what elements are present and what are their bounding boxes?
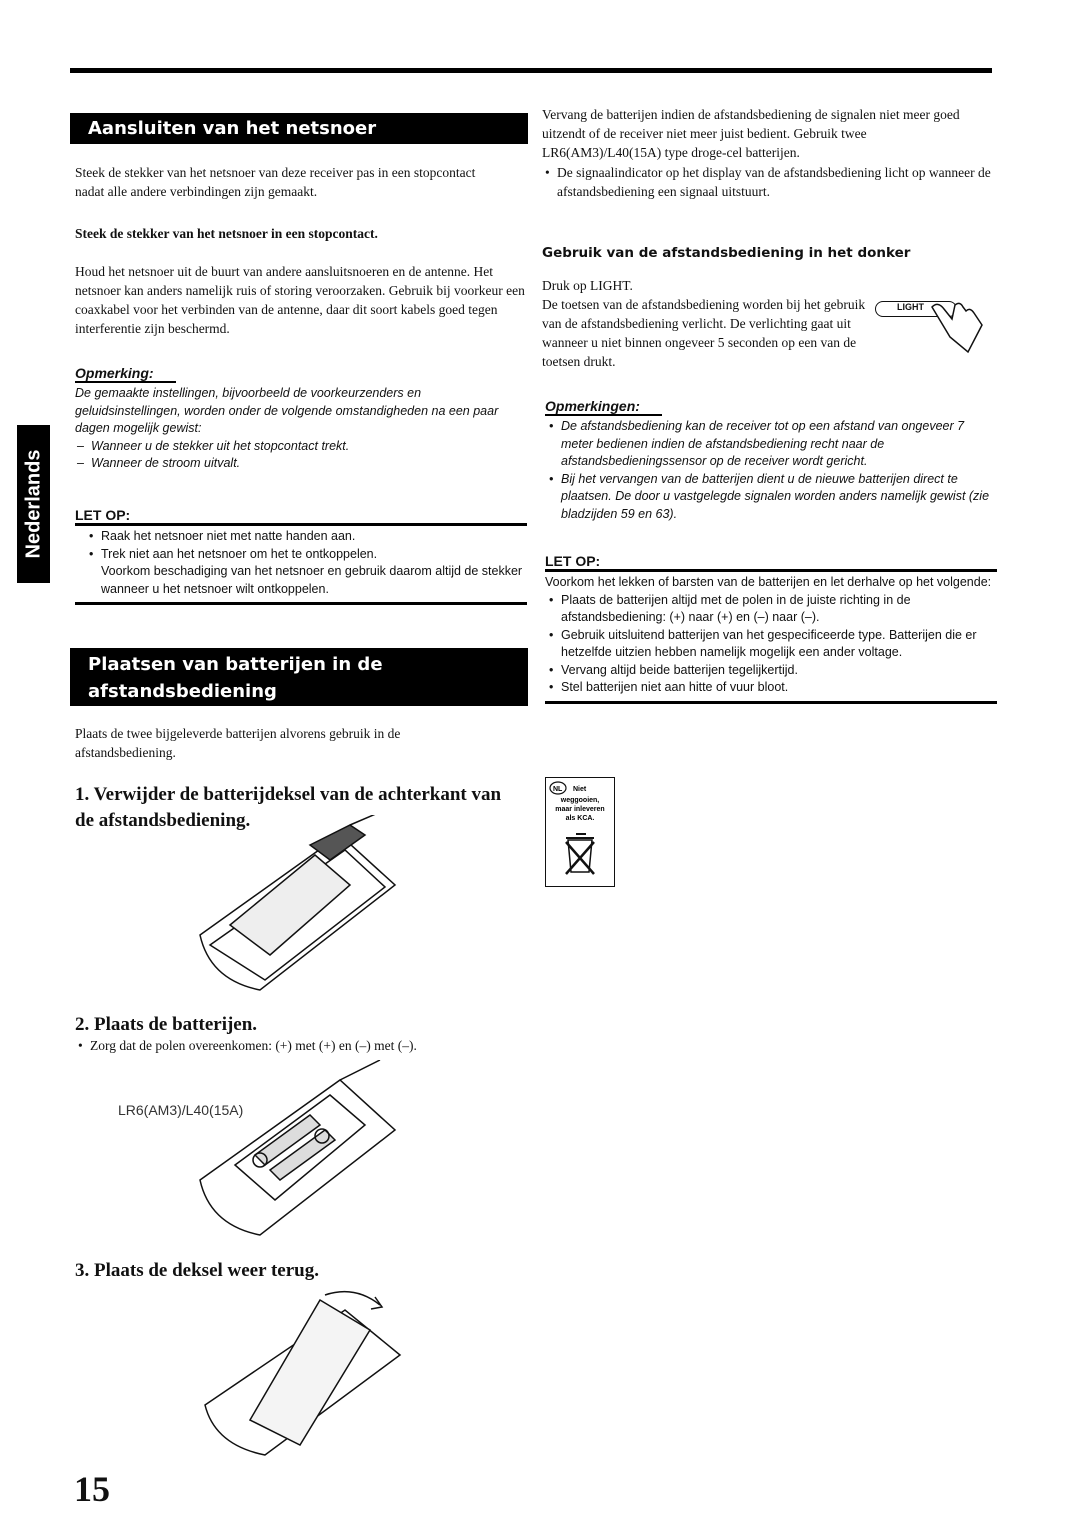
power-body: Houd het netsnoer uit de buurt van andere aansluitsnoeren en de antenne. Het netsnoer kan anders namelijk ruis of storing veroorzaken. Gebruik bij voorkeur een coaxkabel voor het verbinden van de antenne, daar dit soort kabels goed tegen interferentie zijn beschermd. — [75, 264, 525, 336]
svg-text:als KCA.: als KCA. — [565, 815, 595, 822]
caution-title: LET OP: — [545, 553, 997, 572]
light-button-illustration — [875, 297, 985, 357]
section-title-line: afstandsbediening — [88, 681, 277, 702]
top-rule — [70, 68, 992, 73]
section-title-line: Plaatsen van batterijen in de — [88, 654, 383, 675]
step-1: 1. Verwijder de batterijdeksel van de achterkant van de afstandsbediening. — [75, 784, 502, 831]
caution-item: • Plaats de batterijen altijd met de polen in de juiste richting in de afstandsbediening: (+) naar (+) en (–) naar (–). — [561, 592, 997, 627]
caution-end-rule — [545, 701, 997, 704]
step-2-bullet: • Zorg dat de polen overeenkomen: (+) met (+) en (–) met (–). — [90, 1036, 540, 1055]
power-intro: Steek de stekker van het netsnoer van deze receiver pas in een stopcontact nadat alle andere verbindingen zijn gemaakt. — [75, 165, 476, 199]
step-3: 3. Plaats de deksel weer terug. — [75, 1260, 319, 1281]
kca-logo-artwork — [546, 778, 614, 886]
caution-intro: Voorkom het lekken of barsten van de batterijen en let derhalve op het volgende: — [545, 575, 992, 589]
svg-text:Niet: Niet — [573, 786, 587, 793]
language-tab-label: Nederlands — [22, 449, 44, 559]
caution-end-rule — [75, 602, 527, 605]
signal-indicator-note: • De signaalindicator op het display van de afstandsbediening licht op wanneer de afstandsbediening een signaal uitstuurt. — [557, 163, 997, 201]
section-title-power-cord: Aansluiten van het netsnoer — [70, 113, 528, 144]
caution-title: LET OP: — [75, 507, 527, 526]
svg-text:weggooien,: weggooien, — [560, 797, 600, 804]
note-title: Opmerking: — [75, 365, 176, 383]
svg-text:NL: NL — [553, 786, 563, 793]
page-number: 15 — [74, 1469, 110, 1509]
svg-text:maar inleveren: maar inleveren — [555, 806, 605, 813]
remote-cover-removal-illustration — [190, 815, 410, 1005]
dark-use-title: Gebruik van de afstandsbediening in het donker — [542, 245, 911, 261]
note-item: • Bij het vervangen van de batterijen dient u de nieuwe batterijen direct te plaatsen. De door u vastgelegde signalen worden anders namelijk gewist (zie bladzijden 59 en 63). — [561, 471, 990, 524]
cover-replace-illustration — [195, 1285, 415, 1465]
replace-batteries-intro: Vervang de batterijen indien de afstandsbediening de signalen niet meer goed uitzendt of de receiver niet meer juist bedient. Gebruik twee LR6(AM3)/L40(15A) type droge-cel batterijen. — [542, 107, 960, 160]
light-button-label: LIGHT — [897, 302, 924, 312]
remote-notes — [545, 398, 990, 523]
caution-item: • Raak het netsnoer niet met natte handen aan. — [101, 528, 527, 546]
note-item: – Wanneer de stroom uitvalt. — [91, 455, 525, 473]
caution-item: • Vervang altijd beide batterijen tegelijkertijd. — [561, 662, 997, 680]
notes-title: Opmerkingen: — [545, 398, 662, 416]
pressing-hand-icon — [930, 297, 985, 357]
battery-insertion-illustration — [190, 1060, 410, 1250]
caution-item: • Trek niet aan het netsnoer om het te ontkoppelen. — [101, 546, 527, 564]
caution-item: • Stel batterijen niet aan hitte of vuur bloot. — [561, 679, 997, 697]
caution-item: • Gebruik uitsluitend batterijen van het gespecificeerde type. Batterijen die er hetzelfde uitzien hebben namelijk mogelijk een ander voltage. — [561, 627, 997, 662]
language-tab — [17, 425, 50, 583]
battery-type-label: LR6(AM3)/L40(15A) — [118, 1102, 244, 1118]
batteries-intro: Plaats de twee bijgeleverde batterijen alvorens gebruik in de afstandsbediening. — [75, 726, 401, 760]
power-note — [75, 365, 525, 473]
section-title-batteries — [70, 648, 528, 706]
power-instruction: Steek de stekker van het netsnoer in een stopcontact. — [75, 226, 378, 241]
note-text: De gemaakte instellingen, bijvoorbeeld de voorkeurzenders en geluidsinstellingen, worden onder de volgende omstandigheden na een paar dagen mogelijk gewist: — [75, 386, 499, 435]
dark-body: De toetsen van de afstandsbediening worden bij het gebruik van de afstandsbediening verlicht. De verlichting gaat uit wanneer u niet binnen ongeveer 5 seconden op een van de toetsen drukt. — [542, 297, 866, 369]
caution-extra: Voorkom beschadiging van het netsnoer en gebruik daarom altijd de stekker wanneer u het netsnoer wilt ontkoppelen. — [101, 564, 523, 596]
step-2: 2. Plaats de batterijen. — [75, 1014, 258, 1035]
battery-caution — [545, 553, 997, 704]
note-item: – Wanneer u de stekker uit het stopcontact trekt. — [91, 438, 525, 456]
power-caution — [75, 507, 527, 605]
dark-press: Druk op LIGHT. — [542, 278, 633, 293]
note-item: • De afstandsbediening kan de receiver tot op een afstand van ongeveer 7 meter bedienen indien de afstandsbediening recht naar de afstandsbedieningssensor op de receiver wordt gericht. — [561, 418, 990, 471]
kca-disposal-logo — [545, 777, 615, 887]
